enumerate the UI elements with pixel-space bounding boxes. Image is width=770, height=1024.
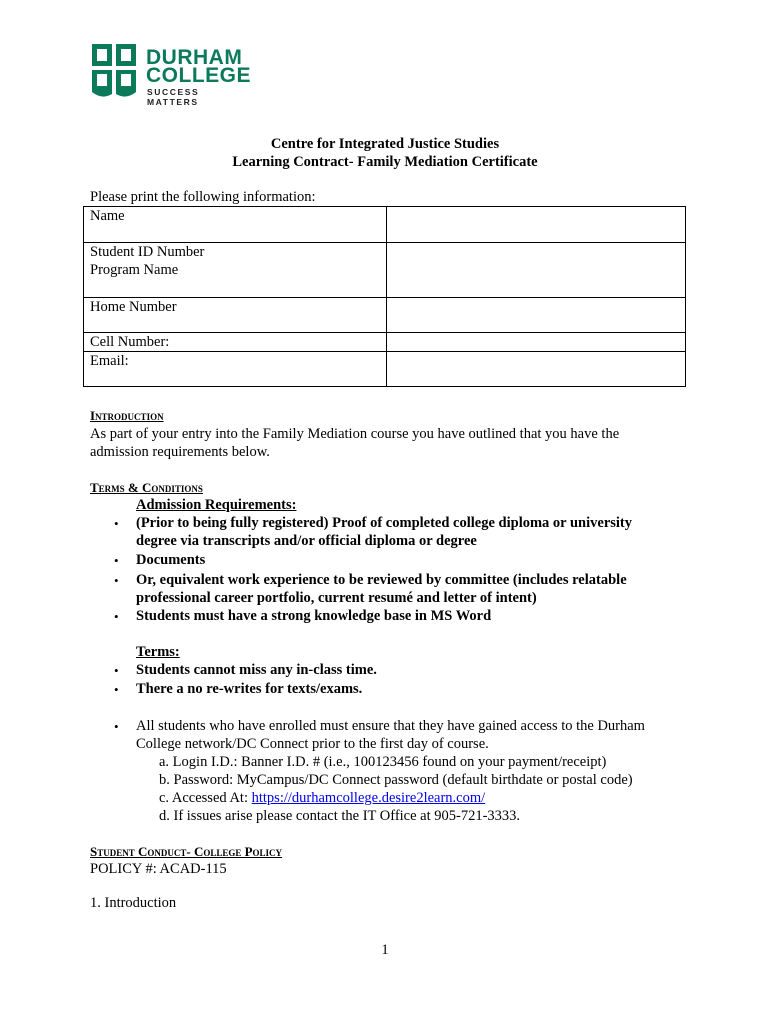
page-number: 1	[381, 942, 389, 958]
student-id-input-cell[interactable]	[387, 243, 686, 298]
table-row	[84, 333, 686, 352]
introduction-text-line1: As part of your entry into the Family Mediation course you have outlined that you have the	[90, 426, 620, 442]
access-item-support: d. If issues arise please contact the IT Office at 905-721-3333.	[159, 808, 521, 824]
field-label-home-number: Home Number	[84, 298, 387, 333]
admission-item-4: Students must have a strong knowledge base in MS Word	[136, 608, 492, 624]
policy-section-title: 1. Introduction	[90, 895, 177, 911]
table-row	[84, 207, 686, 243]
field-label-cell-number: Cell Number:	[84, 333, 387, 352]
admission-item-2: Documents	[136, 552, 206, 568]
access-text-line1: All students who have enrolled must ensure that they have gained access to the Durham	[136, 718, 645, 734]
terms-item-1: Students cannot miss any in-class time.	[136, 662, 377, 678]
bullet-icon: •	[114, 516, 119, 531]
access-item-url: c. Accessed At: https://durhamcollege.desire2learn.com/	[159, 790, 486, 806]
cell-number-input-cell[interactable]	[387, 333, 686, 352]
field-label-student-id: Student ID Number Program Name	[84, 243, 387, 298]
logo-tagline: SUCCESS MATTERS	[147, 87, 200, 107]
table-row	[84, 298, 686, 333]
student-info-table	[83, 206, 686, 387]
admission-item-3-line2: professional career portfolio, current resumé and letter of intent)	[136, 590, 537, 606]
logo-wordmark-line1: DURHAM	[146, 46, 243, 69]
logo-wordmark-line2: COLLEGE	[146, 64, 252, 87]
access-item-login: a. Login I.D.: Banner I.D. # (i.e., 100123456 found on your payment/receipt)	[159, 754, 607, 770]
terms-item-2: There a no re-writes for texts/exams.	[136, 681, 363, 697]
bullet-icon: •	[114, 609, 119, 624]
document-subtitle: Learning Contract- Family Mediation Certificate	[232, 154, 538, 170]
form-instructions: Please print the following information:	[90, 189, 316, 205]
bullet-icon: •	[114, 682, 119, 697]
field-label-name: Name	[84, 207, 387, 243]
bullet-icon: •	[114, 573, 119, 588]
name-input-cell[interactable]	[387, 207, 686, 243]
introduction-heading: Introduction	[90, 408, 164, 423]
email-input-cell[interactable]	[387, 352, 686, 387]
bullet-icon: •	[114, 553, 119, 568]
introduction-text-line2: admission requirements below.	[90, 444, 270, 460]
document-title: Centre for Integrated Justice Studies	[270, 136, 500, 152]
admission-requirements-heading: Admission Requirements:	[136, 497, 297, 513]
admission-item-1-line1: (Prior to being fully registered) Proof of completed college diploma or university	[136, 515, 633, 531]
access-item-password: b. Password: MyCampus/DC Connect password (default birthdate or postal code)	[159, 772, 633, 788]
policy-heading: Student Conduct- College Policy	[90, 844, 283, 859]
policy-number: POLICY #: ACAD-115	[90, 861, 227, 877]
admission-item-3-line1: Or, equivalent work experience to be reviewed by committee (includes relatable	[136, 572, 627, 588]
durham-college-logo	[92, 44, 252, 107]
bullet-icon: •	[114, 663, 119, 678]
bullet-icon: •	[114, 719, 119, 734]
admission-item-1-line2: degree via transcripts and/or official diploma or degree	[136, 533, 477, 549]
home-number-input-cell[interactable]	[387, 298, 686, 333]
table-row	[84, 352, 686, 387]
access-text-line2: College network/DC Connect prior to the first day of course.	[136, 736, 489, 752]
desire2learn-link[interactable]: https://durhamcollege.desire2learn.com/	[251, 790, 486, 806]
terms-subheading: Terms:	[136, 644, 180, 660]
table-row	[84, 243, 686, 298]
college-crest-icon	[92, 44, 138, 100]
terms-heading: Terms & Conditions	[90, 480, 203, 495]
field-label-email: Email:	[84, 352, 387, 387]
